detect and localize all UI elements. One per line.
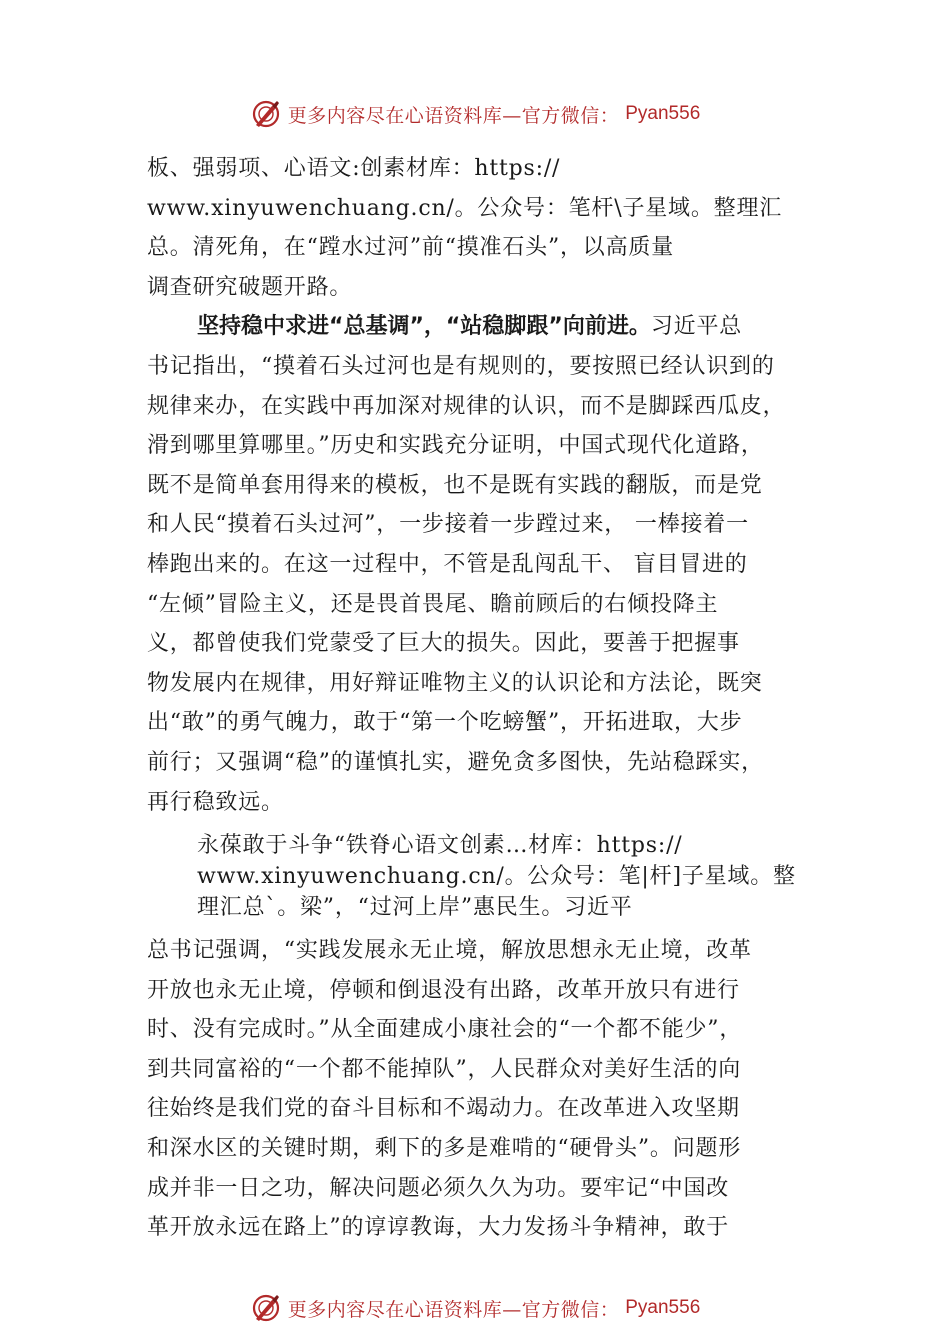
paragraph-2-first-tail: 习近平总 [650,314,743,340]
document-body [147,149,837,1248]
pen-logo-icon [250,98,282,130]
text-line: 革开放永远在路上”的谆谆教诲，大力发扬斗争精神，敢于 [147,1215,730,1241]
text-line: 书记指出，“摸着石头过河也是有规则的，要按照已经认识到的 [147,353,775,379]
text-line: 再行稳致远。 [147,789,284,815]
text-line: 规律来办，在实践中再加深对规律的认识，而不是脚踩西瓜皮， [147,393,786,419]
text-line: 义，都曾使我们党蒙受了巨大的损失。因此，要善于把握事 [147,631,740,657]
paragraph-3 [147,931,837,1248]
paragraph-1 [147,149,837,307]
text-line: 开放也永无止境，停顿和倒退没有出路，改革开放只有进行 [147,977,740,1003]
text-line: 物发展内在规律，用好辩证唯物主义的认识论和方法论，既突 [147,670,763,696]
text-line: 前行；又强调“稳”的谨慎扎实，避免贪多图快，先站稳踩实， [147,749,764,775]
quote-block [147,830,837,923]
text-line: 和人民“摸着石头过河”，一步接着一步蹚过来， 一棒接着一 [147,512,749,538]
text-line: 往始终是我们党的奋斗目标和不竭动力。在改革进入攻坚期 [147,1096,740,1122]
text-line: www.xinyuwenchuang.cn/。公众号：笔杆\子星域。整理汇 [147,195,783,221]
footer-wechat-id: Pyan556 [625,1297,701,1318]
header-banner-row [250,98,701,130]
text-line: 棒跑出来的。在这一过程中，不管是乱闯乱干、 盲目冒进的 [147,551,748,577]
header-banner [0,94,950,134]
text-line: 板、强弱项、心语文:创素材库：https:// [147,156,561,181]
text-line: 时、没有完成时。”从全面建成小康社会的“一个都不能少”， [147,1017,743,1043]
footer-banner [0,1288,950,1328]
text-line: 滑到哪里算哪里。”历史和实践充分证明，中国式现代化道路， [147,433,764,459]
spacer [147,923,837,931]
paragraph-2-first-line [147,307,837,347]
header-wechat-id: Pyan556 [625,103,701,124]
text-line: 既不是简单套用得来的模板，也不是既有实践的翻版，而是党 [147,472,763,498]
footer-banner-row [250,1292,701,1324]
text-line: 成并非一日之功，解决问题必须久久为功。要牢记“中国改 [147,1175,730,1201]
paragraph-2 [147,347,837,822]
paragraph-2-heading: 坚持稳中求进“总基调”，“站稳脚跟”向前进。 [197,314,651,340]
spacer [147,822,837,830]
text-line: 总书记强调，“实践发展永无止境，解放思想永无止境，改革 [147,938,752,964]
text-line: 理汇总`。梁”，“过河上岸”惠民生。习近平 [197,895,633,921]
footer-banner-text: 更多内容尽在心语资料库—官方微信： [287,1298,620,1321]
text-line: 出“敢”的勇气魄力，敢于“第一个吃螃蟹”，开拓进取，大步 [147,710,743,736]
text-line: 和深水区的关键时期，剩下的多是难啃的“硬骨头”。问题形 [147,1136,742,1162]
text-line: 总。清死角，在“蹚水过河”前“摸准石头”，以高质量 [147,235,674,261]
header-banner-text: 更多内容尽在心语资料库—官方微信： [287,104,620,127]
pen-logo-icon [250,1292,282,1324]
text-line: 调查研究破题开路。 [147,274,353,300]
text-line: “左倾”冒险主义，还是畏首畏尾、瞻前顾后的右倾投降主 [147,591,719,617]
text-line: 到共同富裕的“一个都不能掉队”，人民群众对美好生活的向 [147,1056,742,1082]
text-line: 永葆敢于斗争“铁脊心语文创素…材库：https:// [197,833,683,859]
text-line: www.xinyuwenchuang.cn/。公众号：笔|杆]子星域。整 [197,864,796,890]
